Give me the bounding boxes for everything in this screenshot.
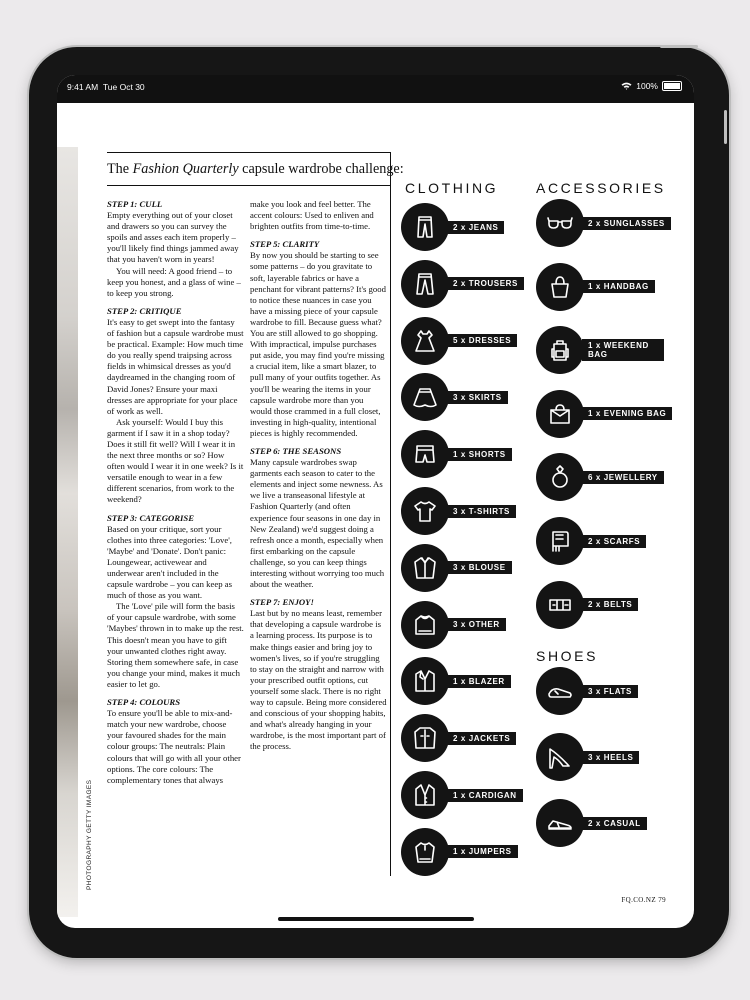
step-heading: STEP 1: CULL (107, 199, 163, 209)
flats-icon (536, 667, 584, 715)
item-label: 1 x WEEKEND BAG (582, 339, 664, 361)
item-2-x-belts (536, 581, 638, 629)
jacket-icon (401, 714, 449, 762)
photo-credit: PHOTOGRAPHY GETTY IMAGES (86, 779, 93, 890)
item-1-x-handbag (536, 263, 655, 311)
paragraph: Ask yourself: Would I buy this garment if I saw it in a shop today? Does it still fit well? Will I wear it in the next three months or so? How often would I wear it in one week? Is it versatile enough to wear in a few different scenarios, from work to the weekend? (107, 416, 244, 505)
tshirt-icon (401, 487, 449, 535)
item-label: 2 x SCARFS (582, 535, 646, 548)
item-3-x-flats (536, 667, 638, 715)
item-label: 1 x EVENING BAG (582, 407, 672, 420)
article-column-2 (250, 199, 387, 753)
paragraph: It's easy to get swept into the fantasy of fashion but a capsule wardrobe must be practical. Example: How much time do you really spend traipsing across fields in whimsical dresses as you'd daydreamed in the changing room of David Jones? Ensure your maxi dresses are appropriate for your place of work as well. (107, 316, 244, 416)
jeans-icon (401, 203, 449, 251)
step-heading: STEP 2: CRITIQUE (107, 305, 182, 316)
belt-icon (536, 581, 584, 629)
item-3-x-t-shirts (401, 487, 516, 535)
item-6-x-jewellery (536, 453, 664, 501)
item-label: 3 x HEELS (582, 751, 639, 764)
item-1-x-shorts (401, 430, 512, 478)
paragraph-gap (107, 506, 244, 513)
blouse-icon (401, 544, 449, 592)
article-column-1 (107, 199, 244, 786)
item-label: 1 x SHORTS (447, 448, 512, 461)
paragraph-gap (107, 299, 244, 306)
page-footer: FQ.CO.NZ 79 (621, 896, 666, 904)
item-label: 1 x JUMPERS (447, 845, 518, 858)
item-3-x-blouse (401, 544, 512, 592)
item-label: 2 x JACKETS (447, 732, 516, 745)
item-2-x-sunglasses (536, 199, 671, 247)
status-time: 9:41 AM Tue Oct 30 (67, 82, 145, 92)
item-label: 6 x JEWELLERY (582, 471, 664, 484)
status-right (621, 81, 682, 91)
battery-percent: 100% (636, 81, 658, 91)
clutch-icon (536, 390, 584, 438)
item-5-x-dresses (401, 317, 517, 365)
volume-button (724, 110, 727, 144)
status-bar (57, 75, 694, 103)
item-3-x-other (401, 601, 506, 649)
power-button (660, 45, 698, 48)
ring-icon (536, 453, 584, 501)
cropped-photo (57, 147, 78, 917)
paragraph: Empty everything out of your closet and drawers so you can survey the spoils and asses each item properly – you'll likely find things jammed away that you haven't worn in years! (107, 210, 239, 265)
battery-icon (662, 81, 682, 91)
item-2-x-jackets (401, 714, 516, 762)
item-label: 1 x CARDIGAN (447, 789, 523, 802)
paragraph: Based on your critique, sort your clothes into three categories: 'Love', 'Maybe' and 'Donate'. Don't panic: Loungewear, activewear and underwear aren't included in the capsule wardrobe – you can keep as much of those as you want. (107, 523, 232, 601)
item-1-x-weekend-bag (536, 326, 664, 374)
item-1-x-evening-bag (536, 390, 672, 438)
handbag-icon (536, 263, 584, 311)
item-label: 3 x FLATS (582, 685, 638, 698)
item-3-x-heels (536, 733, 639, 781)
item-label: 2 x TROUSERS (447, 277, 524, 290)
item-2-x-trousers (401, 260, 524, 308)
clothing-heading: CLOTHING (405, 180, 499, 196)
item-label: 3 x SKIRTS (447, 391, 508, 404)
step-heading: STEP 5: CLARITY (250, 239, 320, 250)
paragraph: To ensure you'll be able to mix-and-match your new wardrobe, choose your favoured shades for the main colour groups: The neutrals: Plain colours that will go with all your other options. The core colours: The complementary tones that always (107, 708, 241, 785)
item-1-x-jumpers (401, 828, 518, 876)
sunglasses-icon (536, 199, 584, 247)
paragraph: Last but by no means least, remember that developing a capsule wardrobe is a learning process. Its purpose is to make things easier and bring joy to women's lives, so if you're struggling to stay on the straight and narrow with your prescribed outfit options, cut yourself some slack. There is no right way to capsule. Being more considered and conscious of your shopping habits, and what's already hanging in your wardrobe, is the most important part of the process. (250, 608, 387, 752)
paragraph-gap (250, 232, 387, 239)
item-label: 2 x BELTS (582, 598, 638, 611)
skirt-icon (401, 373, 449, 421)
title-rule (107, 185, 391, 186)
sandal-icon (536, 799, 584, 847)
item-label: 3 x OTHER (447, 618, 506, 631)
title-top-rule (107, 152, 391, 153)
wifi-icon (621, 82, 632, 90)
item-label: 2 x CASUAL (582, 817, 647, 830)
step-heading: STEP 7: ENJOY! (250, 597, 314, 608)
column-divider (390, 152, 391, 876)
item-2-x-casual (536, 799, 647, 847)
paragraph: Many capsule wardrobes swap garments each season to cater to the elements and inject some newness. As we live a transeasonal lifestyle at Fashion Quarterly (and often experience four seasons in one day in New Zealand) we'd suggest doing a refresh once a month, especially when first embarking on the capsule challenge, so you can keep things interesting without worrying too much about the weather. (250, 457, 385, 590)
item-2-x-scarfs (536, 517, 646, 565)
blazer-icon (401, 657, 449, 705)
trousers-icon (401, 260, 449, 308)
cardigan-icon (401, 771, 449, 819)
item-label: 3 x T-SHIRTS (447, 505, 516, 518)
step-heading: STEP 3: CATEGORISE (107, 512, 195, 523)
item-label: 2 x JEANS (447, 221, 504, 234)
item-label: 3 x BLOUSE (447, 561, 512, 574)
step-heading: STEP 6: THE SEASONS (250, 445, 342, 456)
item-label: 2 x SUNGLASSES (582, 217, 671, 230)
item-label: 1 x HANDBAG (582, 280, 655, 293)
paragraph: The 'Love' pile will form the basis of your capsule wardrobe, with some 'Maybes' thrown in to make up the rest. This doesn't mean you have to gift your unwanted clothes right away. Storing them somewhere safe, in case you change your mind, makes it much easier to let go. (107, 601, 244, 689)
item-1-x-blazer (401, 657, 511, 705)
paragraph: You will need: A good friend – to keep you honest, and a glass of wine – to keep you strong. (107, 265, 241, 298)
item-label: 5 x DRESSES (447, 334, 517, 347)
paragraph-gap (107, 690, 244, 697)
shoes-heading: SHOES (536, 648, 599, 664)
jumper-icon (401, 828, 449, 876)
heels-icon (536, 733, 584, 781)
item-label: 1 x BLAZER (447, 675, 511, 688)
dress-icon (401, 317, 449, 365)
paragraph: make you look and feel better. The accent colours: Used to enliven and brighten outfits from time-to-time. (250, 199, 374, 232)
sweater-icon (401, 601, 449, 649)
paragraph-gap (250, 590, 387, 597)
screen (57, 75, 694, 928)
item-3-x-skirts (401, 373, 508, 421)
backpack-icon (536, 326, 584, 374)
shorts-icon (401, 430, 449, 478)
item-1-x-cardigan (401, 771, 523, 819)
home-indicator[interactable] (278, 917, 474, 921)
paragraph: By now you should be starting to see some patterns – do you gravitate to soft, layerable fabrics or have a penchant for vibrant patterns? It's good to notice these nuances in case you have a missing piece of your capsule wardrobe to fill. Because guess what? You are still allowed to go shopping. With impractical, impulse purchases put aside, you may find you're missing a crucial item, like a smart blazer, to pull many of your outfits together. As you'll be wearing the items in your capsule wardrobe more than you would those crammed in a full closet, investing in high-quality, intentional pieces is highly recommended. (250, 250, 386, 438)
article-title: The Fashion Quarterly capsule wardrobe challenge: (107, 161, 404, 177)
accessories-heading: ACCESSORIES (536, 180, 666, 196)
paragraph-gap (250, 439, 387, 446)
step-heading: STEP 4: COLOURS (107, 697, 181, 708)
item-2-x-jeans (401, 203, 504, 251)
scarf-icon (536, 517, 584, 565)
